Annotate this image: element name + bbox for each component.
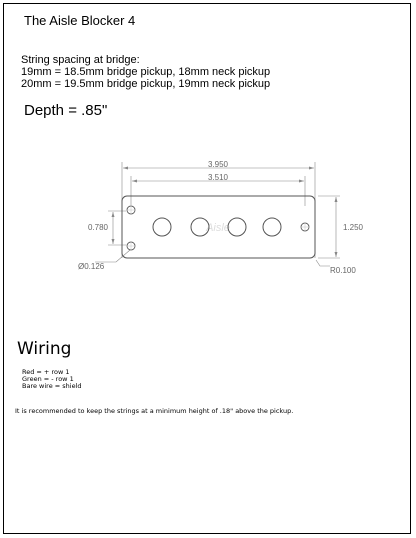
pole-piece [263,218,281,236]
wiring-item: Bare wire = shield [22,382,82,390]
dimension-width: 1.250 [342,223,364,232]
wiring-item: Green = - row 1 [22,375,74,383]
logo-watermark: Aisle [206,222,230,234]
string-height-note: It is recommended to keep the strings at a minimum height of .18" above the pickup. [15,407,294,415]
dimension-arrow [112,239,115,244]
dimension-arrow [309,167,314,170]
dimension-arrow [132,180,137,183]
wiring-heading: Wiring [17,339,72,359]
dimension-arrow [335,197,338,202]
pole-piece [228,218,246,236]
string-spacing-line: 20mm = 19.5mm bridge pickup, 19mm neck pickup [21,78,271,90]
wiring-item: Red = + row 1 [22,368,70,376]
dimension-hole-offset: 0.780 [87,223,109,232]
string-spacing-line: 19mm = 18.5mm bridge pickup, 18mm neck pickup [21,66,271,78]
dimension-hole-spacing: 3.510 [207,173,229,182]
dimension-overall-length: 3.950 [207,160,229,169]
dimension-corner-radius: R0.100 [330,266,356,275]
leader-hole-diameter [95,250,130,262]
dimension-arrow [335,252,338,257]
leader-corner-radius [316,260,330,266]
dimension-arrow [299,180,304,183]
dimension-arrow [112,212,115,217]
pole-piece [153,218,171,236]
string-spacing-heading: String spacing at bridge: [21,54,140,66]
dimension-hole-diameter: Ø0.126 [78,262,105,271]
depth-label: Depth = .85" [24,102,108,119]
page-title: The Aisle Blocker 4 [24,13,136,28]
dimension-arrow [123,167,128,170]
